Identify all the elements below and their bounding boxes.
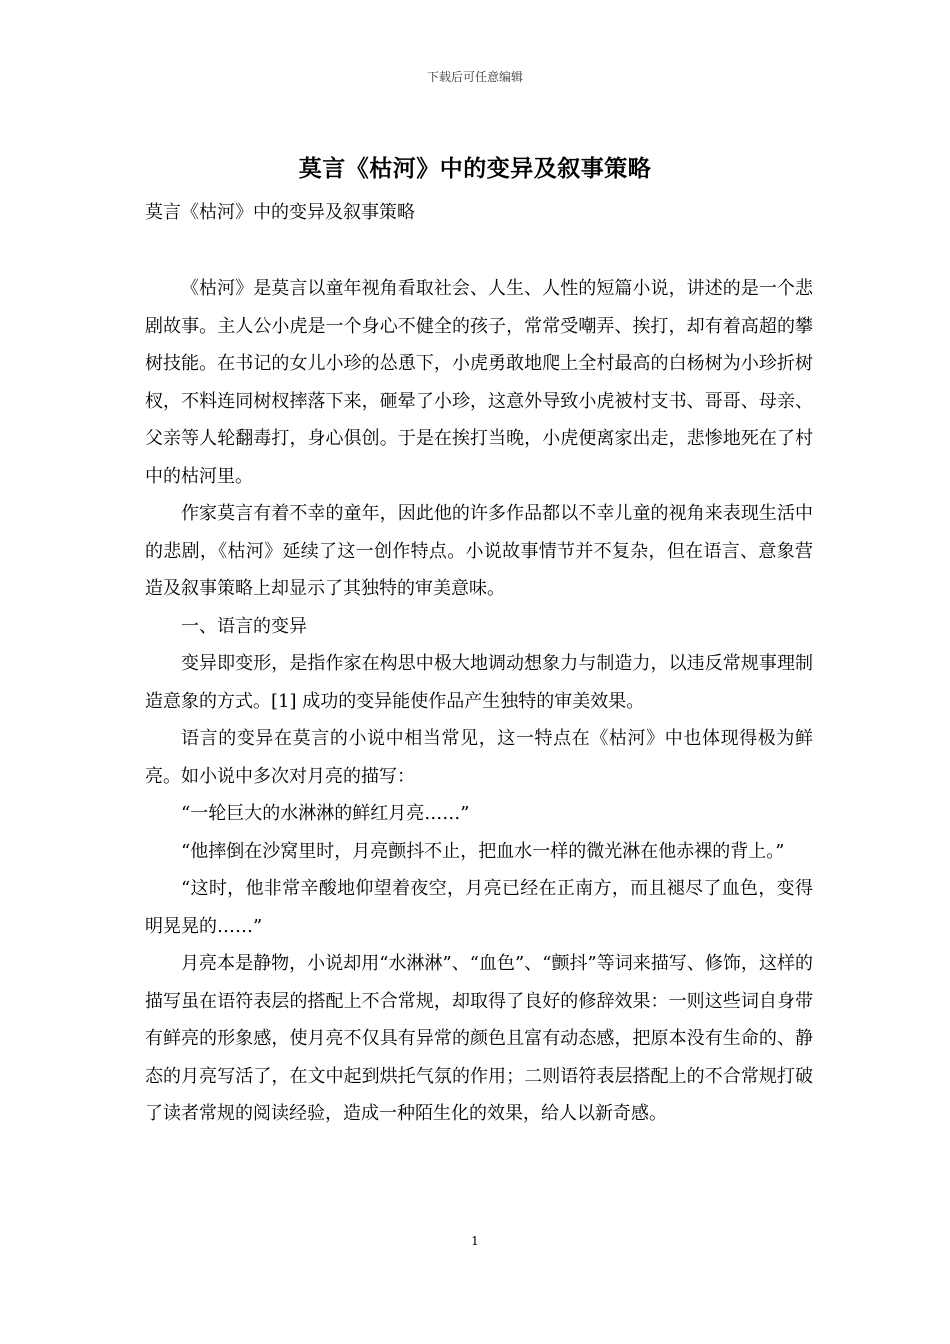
document-subtitle: 莫言《枯河》中的变异及叙事策略 bbox=[145, 202, 415, 223]
header-note: 下载后可任意编辑 bbox=[426, 70, 523, 84]
page-number: 1 bbox=[471, 1234, 479, 1248]
section-heading: 一、语言的变异 bbox=[181, 615, 307, 637]
paragraph: 《枯河》是莫言以童年视角看取社会、人生、人性的短篇小说，讲述的是一个悲剧故事。主人公小虎是一个身心不健全的孩子，常常受嘲弄、挨打，却有着高超的攀树技能。在书记的女儿小珍的怂恿下，小虎勇敢地爬上全村最高的白杨树为小珍折树杈，不料连同树杈摔落下来，砸晕了小珍，这意外导致小虎被村支书、哥哥、母亲、父亲等人轮翻毒打，身心俱创。于是在挨打当晚，小虎便离家出走，悲惨地死在了村中的枯河里。 bbox=[145, 278, 813, 487]
paragraph: 语言的变异在莫言的小说中相当常见，这一特点在《枯河》中也体现得极为鲜亮。如小说中多次对月亮的描写： bbox=[145, 728, 813, 787]
document-title: 莫言《枯河》中的变异及叙事策略 bbox=[298, 155, 652, 182]
paragraph: 变异即变形，是指作家在构思中极大地调动想象力与制造力，以违反常规事理制造意象的方式。[1] 成功的变异能使作品产生独特的审美效果。 bbox=[145, 653, 813, 712]
quote-paragraph: “一轮巨大的水淋淋的鲜红月亮……” bbox=[181, 803, 470, 824]
paragraph: 作家莫言有着不幸的童年，因此他的许多作品都以不幸儿童的视角来表现生活中的悲剧，《枯河》延续了这一创作特点。小说故事情节并不复杂，但在语言、意象营造及叙事策略上却显示了其独特的审美意味。 bbox=[145, 503, 813, 599]
document-body bbox=[145, 270, 813, 1133]
quote-paragraph: “他摔倒在沙窝里时，月亮颤抖不止，把血水一样的微光淋在他赤裸的背上。” bbox=[181, 840, 785, 862]
paragraph: 月亮本是静物，小说却用“水淋淋”、“血色”、“颤抖”等词来描写、修饰，这样的描写虽在语符表层的搭配上不合常规，却取得了良好的修辞效果：一则这些词自身带有鲜亮的形象感，使月亮不仅具有异常的颜色且富有动态感，把原本没有生命的、静态的月亮写活了，在文中起到烘托气氛的作用；二则语符表层搭配上的不合常规打破了读者常规的阅读经验，造成一种陌生化的效果，给人以新奇感。 bbox=[145, 953, 813, 1124]
quote-paragraph: “这时，他非常辛酸地仰望着夜空，月亮已经在正南方，而且褪尽了血色，变得明晃晃的……” bbox=[145, 878, 813, 937]
